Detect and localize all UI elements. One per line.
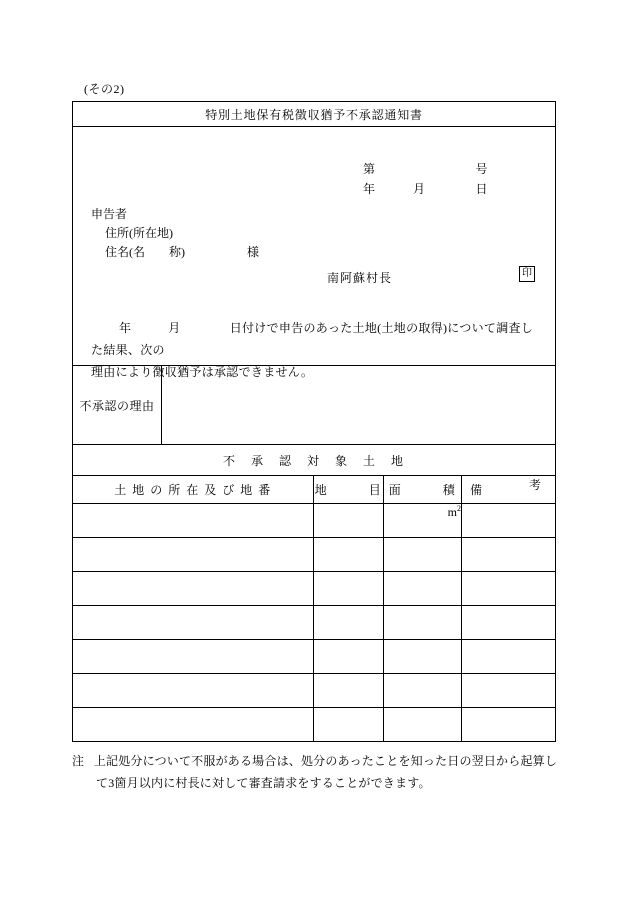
- table-row: [73, 504, 556, 538]
- cell-category[interactable]: [314, 504, 384, 538]
- table-row: [73, 674, 556, 708]
- column-header-category: 地 目: [314, 476, 384, 504]
- title-row: [73, 102, 556, 127]
- cell-location[interactable]: [73, 640, 314, 674]
- document-title: 特別土地保有税徴収猶予不承認通知書: [73, 102, 556, 127]
- table-header-row: [73, 476, 556, 504]
- reason-label: 不承認の理由: [73, 366, 162, 445]
- cell-remarks[interactable]: [462, 708, 556, 742]
- applicant-address-label: 住所(所在地): [105, 226, 173, 240]
- table-row: [73, 640, 556, 674]
- column-header-remarks-left: 備: [470, 483, 483, 497]
- cell-location[interactable]: [73, 708, 314, 742]
- table-row: [73, 572, 556, 606]
- section-title: 不 承 認 対 象 土 地: [73, 445, 556, 476]
- column-header-remarks-right: 考: [528, 478, 541, 492]
- cell-remarks[interactable]: [462, 640, 556, 674]
- applicant-label: 申告者: [91, 207, 128, 221]
- header-row: [73, 127, 556, 366]
- footnote-line-1: 上記処分について不服がある場合は、処分のあったことを知った日の翌日から起算し: [93, 754, 558, 768]
- cell-area[interactable]: [384, 708, 462, 742]
- issuer-title: 南阿蘇村長: [327, 271, 393, 285]
- column-header-location: 土 地 の 所 在 及 び 地 番: [73, 476, 314, 504]
- table-row: [73, 538, 556, 572]
- footnote: [72, 750, 572, 794]
- cell-area[interactable]: [384, 640, 462, 674]
- applicant-name-label: 住名(名 称): [105, 245, 185, 259]
- footnote-line-2: て3箇月以内に村長に対して審査請求をすることができます。: [96, 776, 431, 790]
- notification-form-table: [72, 101, 556, 742]
- column-header-area: 面 積: [384, 476, 462, 504]
- cell-remarks[interactable]: [462, 606, 556, 640]
- cell-location[interactable]: [73, 674, 314, 708]
- section-title-row: [73, 445, 556, 476]
- cell-area[interactable]: [384, 538, 462, 572]
- table-row: [73, 606, 556, 640]
- body-line-1: 年 月 日付けで申告のあった土地(土地の取得)について調査した結果、次の: [91, 321, 534, 357]
- column-header-remarks: [462, 476, 556, 504]
- cell-remarks[interactable]: [462, 674, 556, 708]
- cell-area[interactable]: [384, 674, 462, 708]
- cell-location[interactable]: [73, 504, 314, 538]
- cell-category[interactable]: [314, 640, 384, 674]
- document-date-line: 年 月 日: [363, 182, 489, 196]
- form-variant-label: (その2): [84, 82, 125, 96]
- cell-category[interactable]: [314, 572, 384, 606]
- header-block: [73, 127, 556, 379]
- applicant-honorific: 様: [247, 245, 260, 259]
- cell-location[interactable]: [73, 538, 314, 572]
- cell-area[interactable]: [384, 572, 462, 606]
- seal-stamp-icon: 印: [519, 266, 535, 282]
- cell-remarks[interactable]: [462, 572, 556, 606]
- cell-area[interactable]: $m^2$: [384, 504, 462, 538]
- cell-remarks[interactable]: [462, 504, 556, 538]
- cell-location[interactable]: [73, 572, 314, 606]
- cell-location[interactable]: [73, 606, 314, 640]
- cell-category[interactable]: [314, 606, 384, 640]
- document-number-block: [363, 159, 533, 199]
- cell-area[interactable]: [384, 606, 462, 640]
- body-line-2: 理由により徴収猶予は承認できません。: [91, 365, 314, 379]
- body-paragraph: [91, 317, 539, 383]
- document-number-line: 第 号: [363, 162, 489, 176]
- cell-category[interactable]: [314, 708, 384, 742]
- cell-category[interactable]: [314, 674, 384, 708]
- cell-remarks[interactable]: [462, 538, 556, 572]
- footnote-marker: 注: [72, 754, 85, 768]
- applicant-block: [91, 205, 259, 262]
- cell-category[interactable]: [314, 538, 384, 572]
- table-row: [73, 708, 556, 742]
- applicant-name-row: [91, 243, 259, 262]
